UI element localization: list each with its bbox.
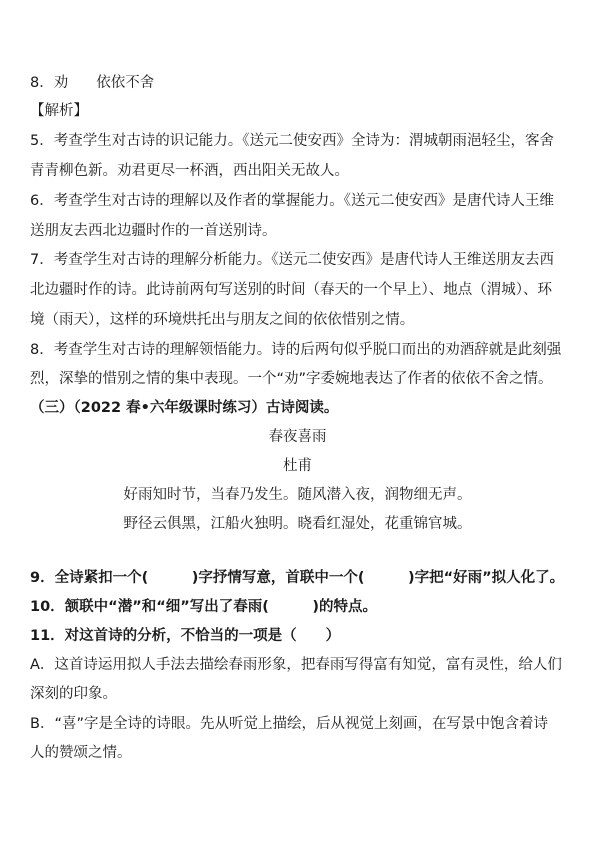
option-a-cont: 深刻的印象。 [30, 686, 117, 702]
option-b-cont: 人的赞颂之情。 [30, 745, 132, 761]
poem-author: 杜甫 [283, 458, 312, 474]
analysis-line: 境（雨天），这样的环境烘托出与朋友之间的依依惜别之情。 [30, 312, 415, 328]
analysis-line: 北边疆时作的诗。此诗前两句写送别的时间（春天的一个早上）、地点（渭城）、环 [30, 282, 552, 298]
poem-line: 野径云俱黑，江船火独明。晓看红湿处，花重锦官城。 [123, 516, 472, 532]
poem-title: 春夜喜雨 [268, 429, 327, 445]
answer-8 [30, 73, 580, 93]
section-title: （三）（2022 春•六年级课时练习）古诗阅读。 [30, 400, 339, 416]
question-10: 10．颔联中“潜”和“细”写出了春雨( )的特点。 [30, 599, 378, 615]
analysis-line: 烈，深挚的惜别之情的集中表现。一个“劝”字委婉地表达了作者的依依不舍之情。 [30, 371, 553, 387]
answer-8-text: 依依不舍 [96, 75, 155, 91]
analysis-header: 【解析】 [30, 103, 88, 119]
analysis-line: 送朋友去西北边疆时作的一首送别诗。 [30, 223, 277, 239]
poem-line: 好雨知时节，当春乃发生。随风潜入夜，润物细无声。 [123, 487, 472, 503]
analysis-line: 青青柳色新。劝君更尽一杯酒，西出阳关无故人。 [30, 163, 349, 179]
analysis-line: 5．考查学生对古诗的识记能力。《送元二使安西》全诗为：渭城朝雨浥轻尘，客舍 [30, 133, 554, 149]
answer-8-number: 8．劝 [30, 75, 69, 91]
question-9: 9．全诗紧扣一个( )字抒情写意，首联中一个( )字把“好雨”拟人化了。 [30, 570, 565, 586]
option-b: B．“喜”字是全诗的诗眼。先从听觉上描绘，后从视觉上刻画，在写景中饱含着诗 [30, 716, 548, 732]
analysis-line: 7．考查学生对古诗的理解分析能力。《送元二使安西》是唐代诗人王维送朋友去西 [30, 252, 554, 268]
analysis-line: 6．考查学生对古诗的理解以及作者的掌握能力。《送元二使安西》是唐代诗人王维 [30, 193, 554, 209]
analysis-line: 8．考查学生对古诗的理解领悟能力。诗的后两句似乎脱口而出的劝酒辞就是此刻强 [30, 342, 562, 358]
question-11: 11．对这首诗的分析，不恰当的一项是（ ） [30, 628, 341, 644]
option-a: A．这首诗运用拟人手法去描绘春雨形象，把春雨写得富有知觉，富有灵性，给人们 [30, 657, 562, 673]
